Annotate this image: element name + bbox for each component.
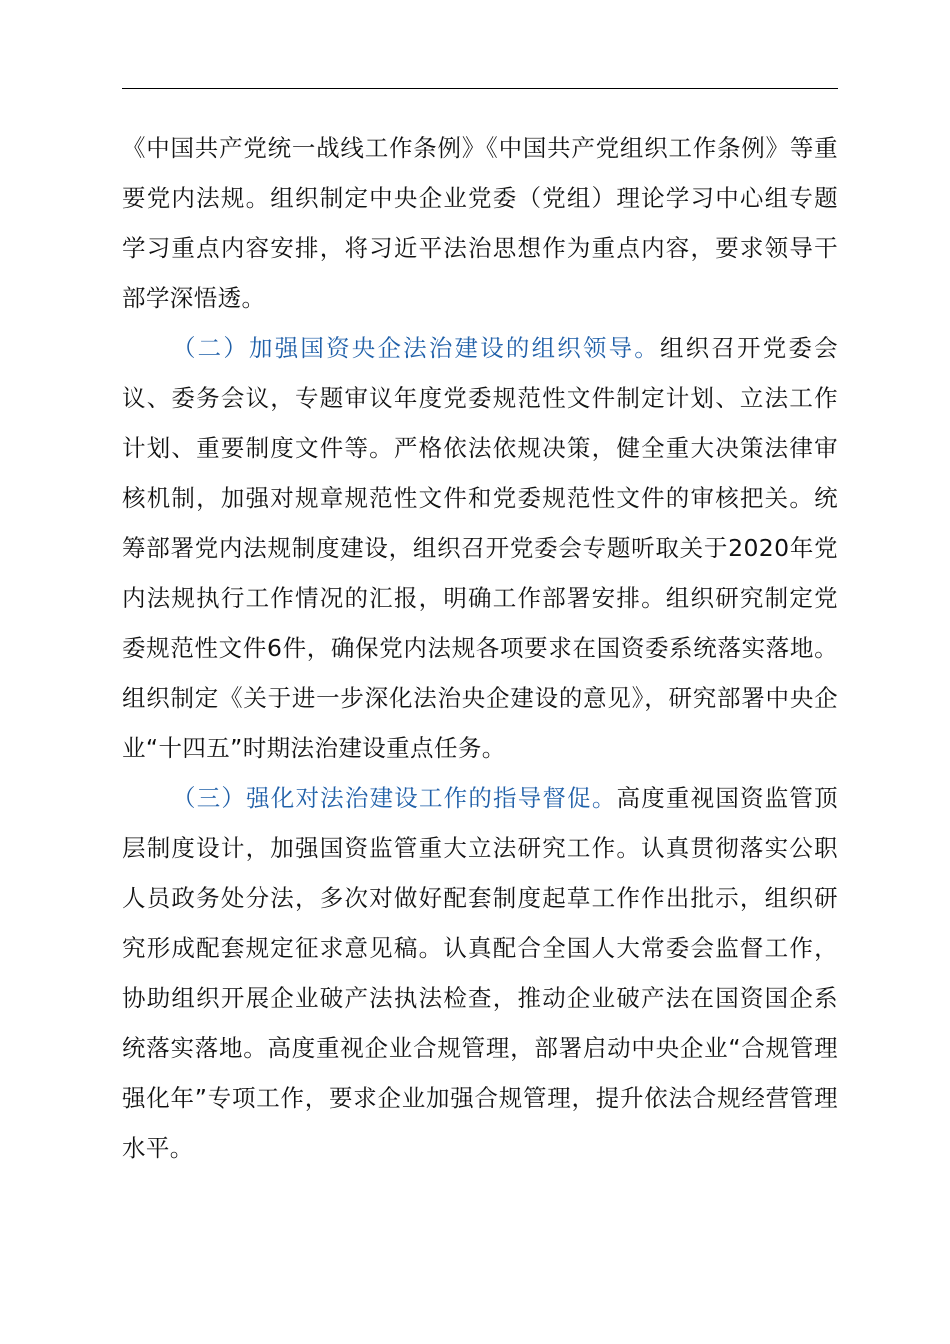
paragraph-section-3: [122, 773, 838, 1173]
section-heading-2: （二）加强国资央企法治建设的组织领导。: [172, 334, 660, 362]
section-heading-3: （三）强化对法治建设工作的指导督促。: [172, 784, 617, 812]
document-body: [122, 123, 838, 1173]
header-rule: [122, 88, 838, 89]
section-body-3: 高度重视国资监管顶层制度设计，加强国资监管重大立法研究工作。认真贯彻落实公职人员政务处分法，多次对做好配套制度起草工作作出批示，组织研究形成配套规定征求意见稿。认真配合全国人大常委会监督工作，协助组织开展企业破产法执法检查，推动企业破产法在国资国企系统落实落地。高度重视企业合规管理，部署启动中央企业“合规管理强化年”专项工作，要求企业加强合规管理，提升依法合规经营管理水平。: [122, 784, 838, 1162]
paragraph-continuation: 《中国共产党统一战线工作条例》《中国共产党组织工作条例》等重要党内法规。组织制定中央企业党委（党组）理论学习中心组专题学习重点内容安排，将习近平法治思想作为重点内容，要求领导干部学深悟透。: [122, 134, 838, 312]
paragraph-section-2: [122, 323, 838, 773]
section-body-2: 组织召开党委会议、委务会议，专题审议年度党委规范性文件制定计划、立法工作计划、重要制度文件等。严格依法依规决策，健全重大决策法律审核机制，加强对规章规范性文件和党委规范性文件的审核把关。统筹部署党内法规制度建设，组织召开党委会专题听取关于2020年党内法规执行工作情况的汇报，明确工作部署安排。组织研究制定党委规范性文件6件，确保党内法规各项要求在国资委系统落实落地。组织制定《关于进一步深化法治央企建设的意见》，研究部署中央企业“十四五”时期法治建设重点任务。: [122, 334, 838, 762]
